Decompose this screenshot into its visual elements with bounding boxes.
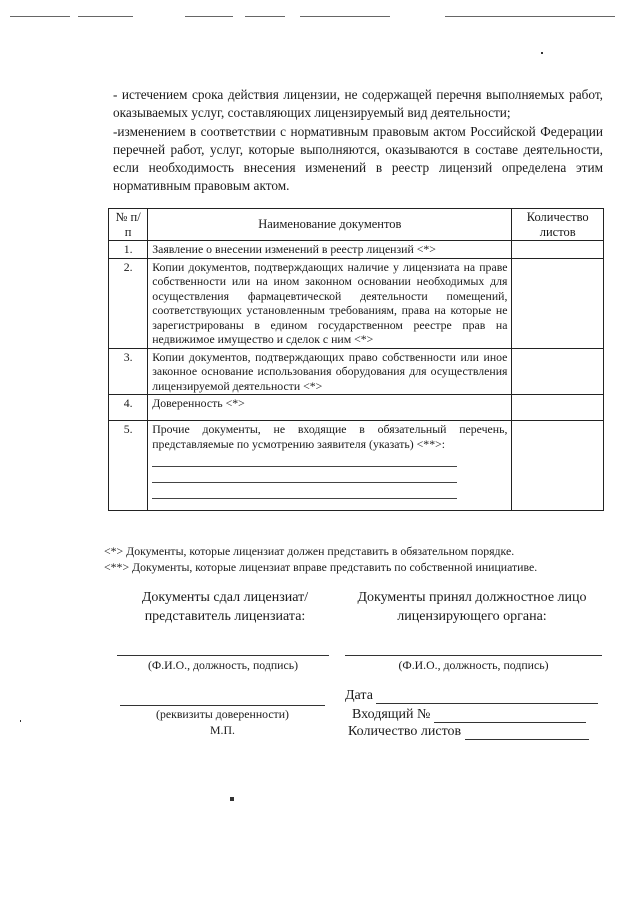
row-num: 3. — [109, 348, 148, 395]
row-count[interactable] — [512, 241, 604, 259]
date-field — [345, 688, 598, 704]
table-row — [109, 258, 604, 348]
submitter-signature-caption: (Ф.И.О., должность, подпись) — [147, 658, 299, 672]
date-label: Дата — [345, 688, 373, 703]
table-row — [109, 241, 604, 259]
receiver-signature-caption: (Ф.И.О., должность, подпись) — [398, 658, 549, 672]
row-count[interactable] — [512, 395, 604, 421]
row-name: Прочие документы, не входящие в обязательный перечень, представляемые по усмотрению заявителя (указать) <**>: — [152, 422, 508, 451]
row-count[interactable] — [512, 348, 604, 395]
footnote-required: <*> Документы, которые лицензиат должен представить в обязательном порядке. — [104, 544, 515, 558]
table-header-row — [109, 209, 604, 241]
stamp-label: М.П. — [210, 723, 235, 737]
incoming-number-input-line[interactable] — [434, 708, 586, 723]
row-name: Копии документов, подтверждающих наличие у лицензиата на праве собственности или на ином законном основании необходимых для осуществления фармацевтической деятельности помещений, соответствующих установленным требованиям, права на которые не зарегистрированы в едином государственном реестре прав на недвижимое имущество и сделок с ним <*> — [148, 258, 512, 348]
intro-text — [113, 86, 603, 196]
header-count: Количество листов — [512, 209, 604, 241]
intro-paragraph-2: -изменением в соответствии с нормативным правовым актом Российской Федерации перечней работ, услуг, которые выполняются, оказываются в составе деятельности, если необходимость внесения изменений в реестр лицензий определена этим нормативным правовым актом. — [113, 123, 603, 194]
row-num: 1. — [109, 241, 148, 259]
row-name-cell — [148, 421, 512, 511]
row-name: Доверенность <*> — [148, 395, 512, 421]
row-name: Заявление о внесении изменений в реестр лицензий <*> — [148, 241, 512, 259]
submitter-title: Документы сдал лицензиат/представитель лицензиата: — [141, 590, 309, 624]
intro-paragraph-1: - истечением срока действия лицензии, не содержащей перечня выполняемых работ, оказываемых услуг, составляющих лицензируемый вид деятельности; — [113, 87, 603, 121]
date-input-line[interactable] — [376, 689, 598, 704]
footnote-optional: <**> Документы, которые лицензиат вправе представить по собственной инициативе. — [104, 560, 538, 574]
sheets-count-label: Количество листов — [348, 724, 462, 739]
blank-entry-line[interactable] — [152, 486, 457, 499]
scan-speck — [230, 797, 234, 801]
receiver-signature-line[interactable] — [345, 655, 602, 656]
header-num: № п/п — [109, 209, 148, 241]
row-num: 4. — [109, 395, 148, 421]
submitter-signature-line[interactable] — [117, 655, 329, 656]
sheets-count-input-line[interactable] — [465, 725, 589, 740]
table-row — [109, 421, 604, 511]
incoming-number-label: Входящий № — [352, 707, 431, 722]
proxy-details-line[interactable] — [120, 705, 325, 706]
blank-entry-line[interactable] — [152, 454, 457, 467]
scan-header-artifact — [0, 14, 640, 20]
row-count[interactable] — [512, 421, 604, 511]
receiver-title: Документы принял должностное лицо лицензирующего органа: — [357, 590, 587, 624]
blank-entry-line[interactable] — [152, 470, 457, 483]
incoming-number-field — [352, 707, 586, 723]
table-row — [109, 395, 604, 421]
row-num: 5. — [109, 421, 148, 511]
scan-speck — [541, 52, 543, 54]
footnotes — [104, 543, 604, 575]
scan-speck — [20, 720, 21, 722]
row-name: Копии документов, подтверждающих право собственности или иное законное основание использования оборудования для осуществления лицензируемой деятельности <*> — [148, 348, 512, 395]
row-count[interactable] — [512, 258, 604, 348]
row-num: 2. — [109, 258, 148, 348]
table-row — [109, 348, 604, 395]
proxy-details-caption: (реквизиты доверенности) — [156, 707, 289, 721]
header-name: Наименование документов — [148, 209, 512, 241]
sheets-count-field — [348, 724, 589, 740]
documents-table — [108, 208, 604, 511]
